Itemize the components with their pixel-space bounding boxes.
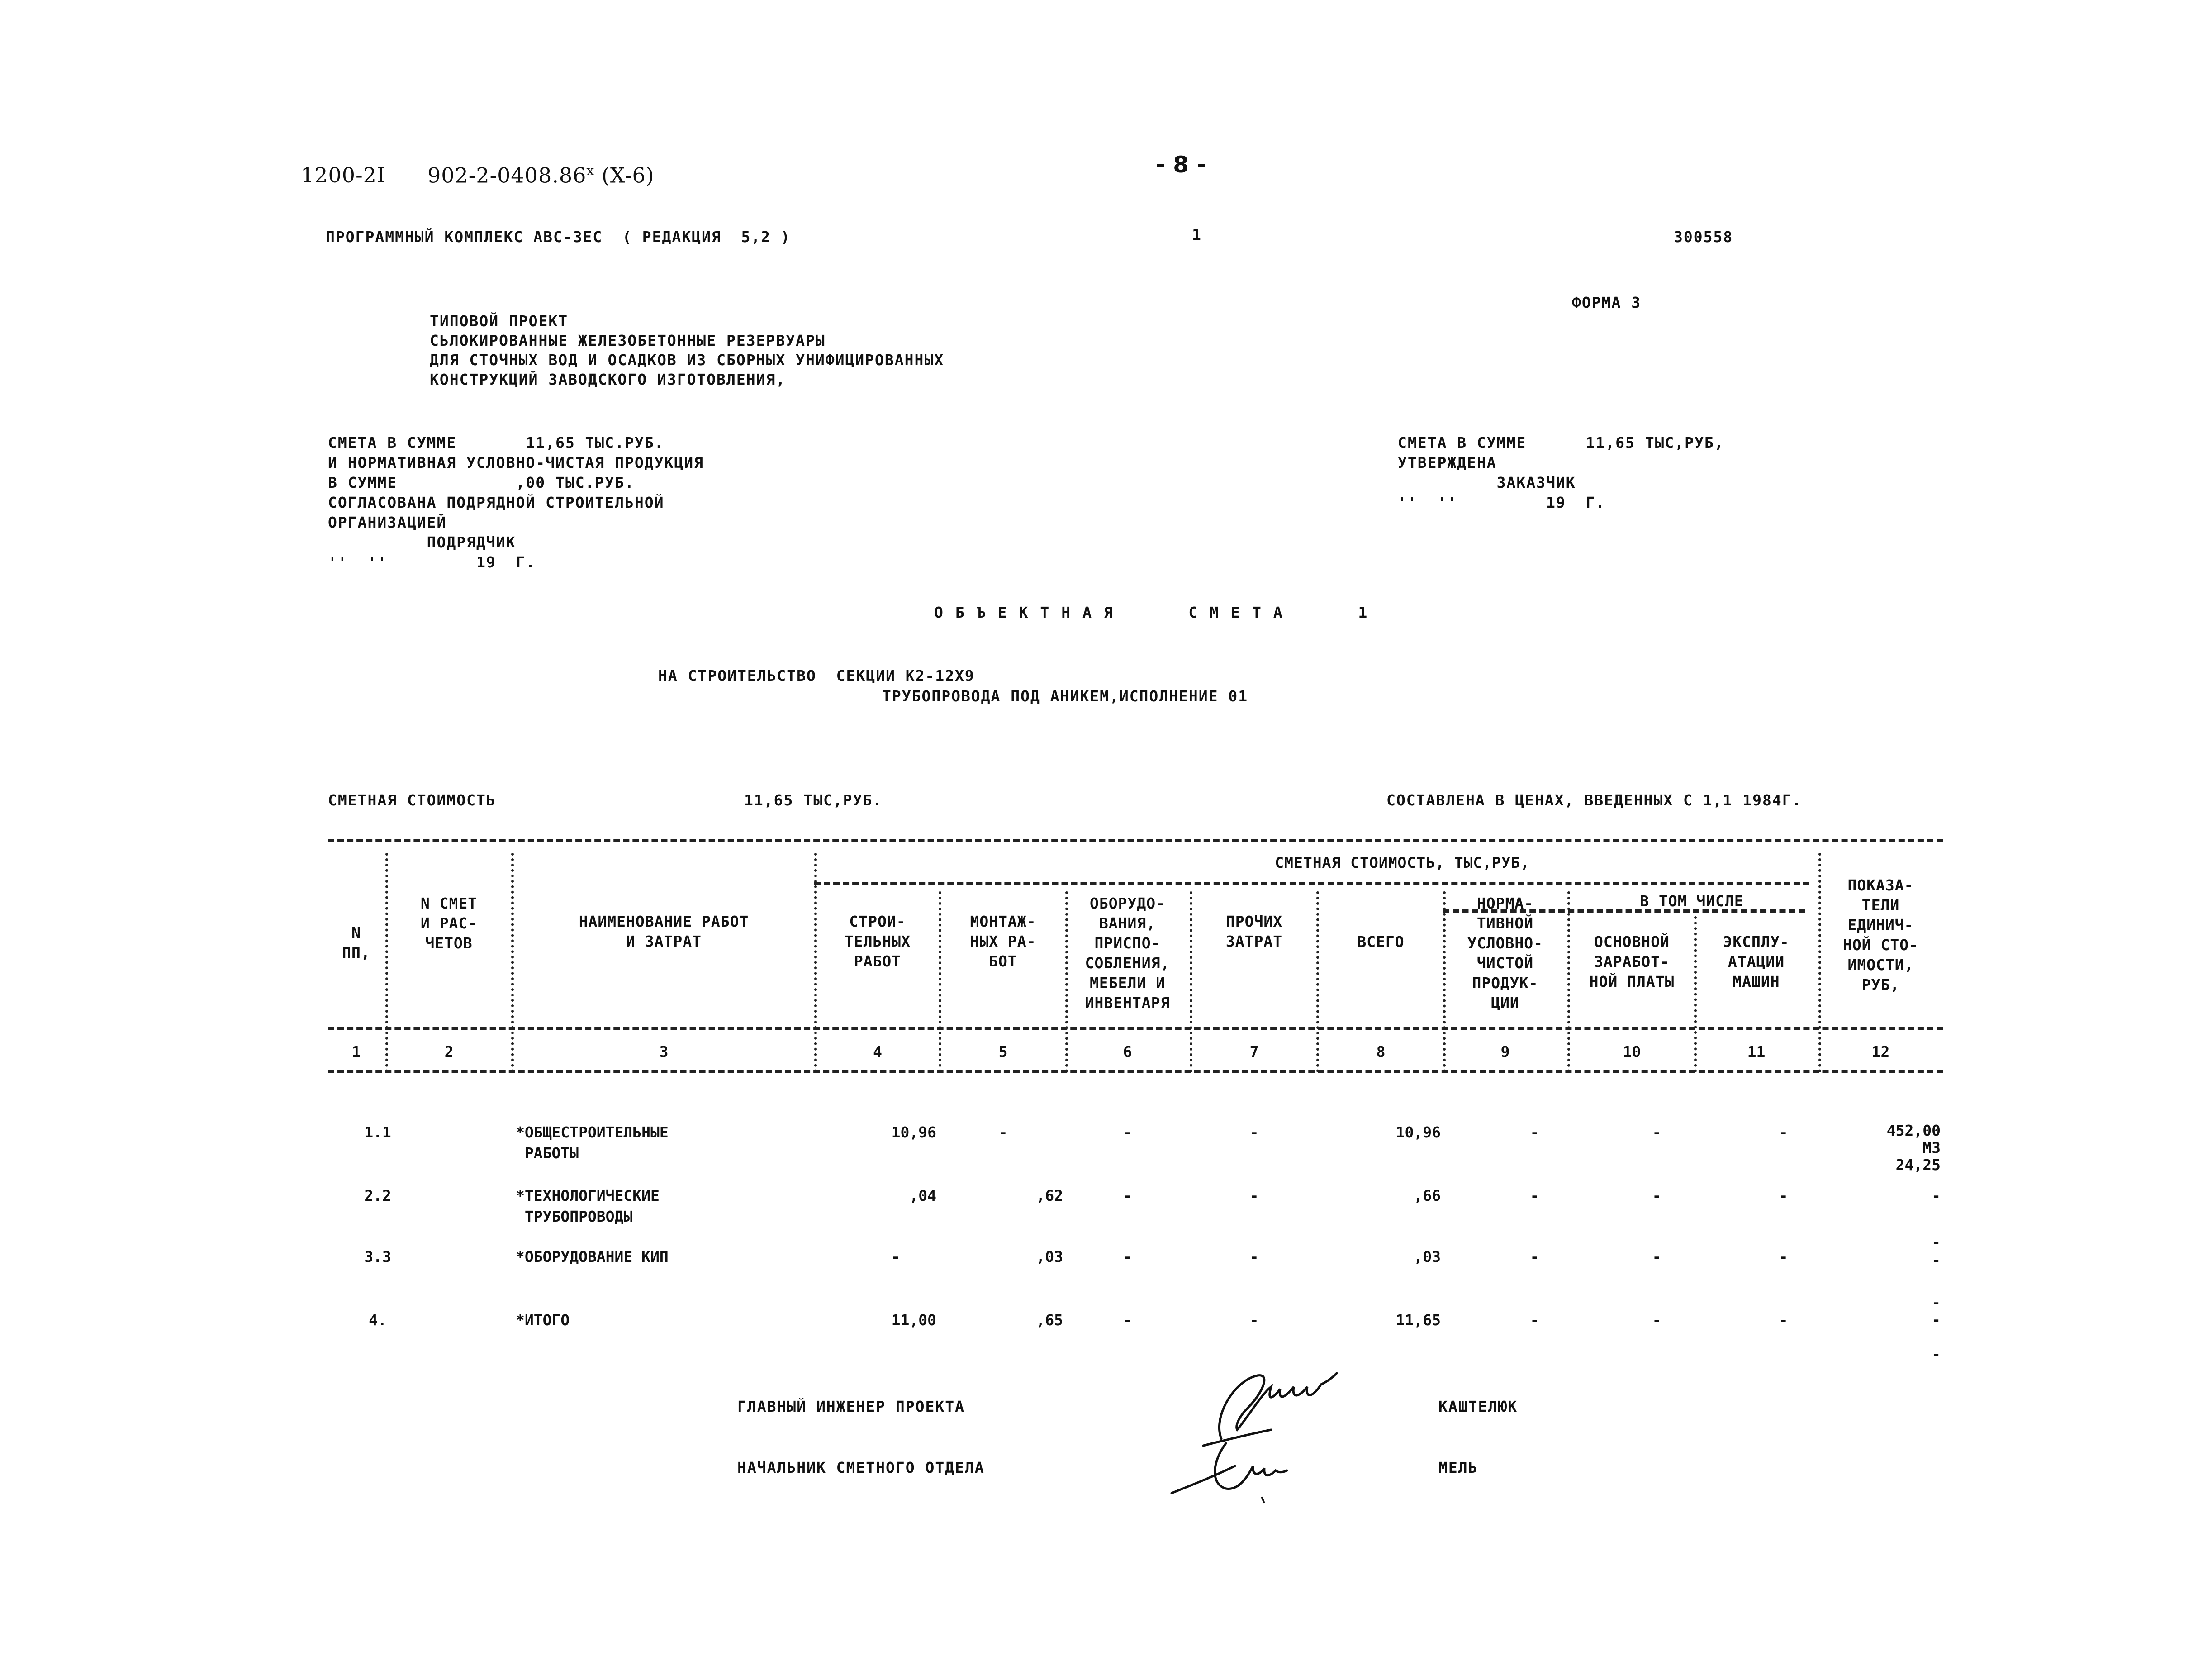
subgroup-header: В ТОМ ЧИСЛЕ xyxy=(1640,892,1744,910)
row-unit: 452,00 М3 24,25 xyxy=(1886,1122,1941,1174)
program-line: ПРОГРАММНЫЙ КОМПЛЕКС АВС-ЗЕС ( РЕДАКЦИЯ 5,2 ) xyxy=(326,228,791,246)
column-divider xyxy=(511,853,514,1072)
row-norm: - xyxy=(1530,1248,1539,1266)
approval-right-line: ЗАКАЗЧИК xyxy=(1398,474,1576,491)
approval-left-line: ОРГАНИЗАЦИЕЙ xyxy=(328,514,447,531)
row-other: - xyxy=(1249,1248,1259,1266)
row-name: *ОБЩЕСТРОИТЕЛЬНЫЕ РАБОТЫ xyxy=(516,1123,669,1162)
column-divider xyxy=(1567,891,1570,1072)
row-build: ,04 xyxy=(909,1187,936,1204)
project-code xyxy=(427,163,655,187)
row-name: *ОБОРУДОВАНИЕ КИП xyxy=(516,1248,669,1266)
row-equip: - xyxy=(1123,1123,1132,1141)
column-number: 3 xyxy=(659,1043,669,1061)
row-build: 10,96 xyxy=(891,1123,936,1141)
table-header-rule xyxy=(328,1027,1943,1030)
row-build: - xyxy=(891,1248,900,1266)
column-number: 1 xyxy=(351,1043,361,1061)
column-header: N СМЕТ И РАС- ЧЕТОВ xyxy=(420,895,478,952)
row-name: *ИТОГО xyxy=(516,1311,570,1329)
column-divider xyxy=(939,891,941,1072)
doc-number: 1200-2I xyxy=(301,163,386,187)
document-id: 300558 xyxy=(1674,228,1733,246)
column-number: 4 xyxy=(873,1043,882,1061)
approval-right-line: '' '' 19 Г. xyxy=(1398,494,1606,511)
project-line: ДЛЯ СТОЧНЫХ ВОД И ОСАДКОВ ИЗ СБОРНЫХ УНИФИЦИРОВАННЫХ xyxy=(430,351,945,369)
column-number: 12 xyxy=(1871,1043,1890,1061)
approval-left-line: И НОРМАТИВНАЯ УСЛОВНО-ЧИСТАЯ ПРОДУКЦИЯ xyxy=(328,454,704,471)
row-mach: - xyxy=(1779,1187,1788,1204)
page-number: - 8 - xyxy=(1156,152,1206,178)
row-number: 4. xyxy=(369,1311,387,1329)
row-mount: - xyxy=(998,1123,1008,1141)
column-header: МОНТАЖ- НЫХ РА- БОТ xyxy=(970,913,1036,970)
project-description xyxy=(430,292,944,389)
column-header: ОБОРУДО- ВАНИЯ, ПРИСПО- СОБЛЕНИЯ, МЕБЕЛИ И ИНВЕНТАРЯ xyxy=(1085,895,1170,1012)
row-norm: - xyxy=(1530,1187,1539,1204)
column-header: ПРОЧИХ ЗАТРАТ xyxy=(1225,913,1283,950)
row-mach: - xyxy=(1779,1311,1788,1329)
column-number: 6 xyxy=(1123,1043,1132,1061)
project-code-suffix: (X-6) xyxy=(601,163,655,188)
approval-left-line: '' '' 19 Г. xyxy=(328,553,536,571)
form-label: ФОРМА 3 xyxy=(1572,294,1642,311)
approval-right xyxy=(1398,413,1724,513)
column-header: ВСЕГО xyxy=(1357,933,1405,951)
column-number: 7 xyxy=(1249,1043,1259,1061)
row-total: ,03 xyxy=(1414,1248,1441,1266)
row-norm: - xyxy=(1530,1311,1539,1329)
row-wage: - xyxy=(1652,1248,1661,1266)
row-mach: - xyxy=(1779,1123,1788,1141)
column-header: ОСНОВНОЙ ЗАРАБОТ- НОЙ ПЛАТЫ xyxy=(1589,933,1675,990)
row-number: 1.1 xyxy=(364,1123,391,1141)
row-equip: - xyxy=(1123,1311,1132,1329)
column-header: N ПП, xyxy=(342,924,370,961)
column-number: 10 xyxy=(1623,1043,1641,1061)
handwritten-signature-2 xyxy=(1167,1434,1303,1511)
row-mount: ,62 xyxy=(1036,1187,1063,1204)
approval-right-line: УТВЕРЖДЕНА xyxy=(1398,454,1497,471)
title-subtitle-2: ТРУБОПРОВОДА ПОД АНИКЕМ,ИСПОЛНЕНИЕ 01 xyxy=(882,687,1248,705)
project-code-sup: x xyxy=(586,163,595,179)
row-wage: - xyxy=(1652,1187,1661,1204)
column-header: НАИМЕНОВАНИЕ РАБОТ И ЗАТРАТ xyxy=(579,913,749,950)
row-mount: ,03 xyxy=(1036,1248,1063,1266)
column-number: 5 xyxy=(998,1043,1008,1061)
column-header: ПОКАЗА- ТЕЛИ ЕДИНИЧ- НОЙ СТО- ИМОСТИ, РУБ, xyxy=(1843,876,1918,994)
title-subtitle-1: НА СТРОИТЕЛЬСТВО СЕКЦИИ К2-12Х9 xyxy=(658,667,975,685)
column-number: 11 xyxy=(1747,1043,1766,1061)
signature-role: НАЧАЛЬНИК СМЕТНОГО ОТДЕЛА xyxy=(737,1459,985,1476)
signature-role: ГЛАВНЫЙ ИНЖЕНЕР ПРОЕКТА xyxy=(737,1398,965,1415)
project-line: КОНСТРУКЦИЙ ЗАВОДСКОГО ИЗГОТОВЛЕНИЯ, xyxy=(430,371,786,388)
row-mach: - xyxy=(1779,1248,1788,1266)
title-number: 1 xyxy=(1358,604,1380,621)
row-build: 11,00 xyxy=(891,1311,936,1329)
approval-left xyxy=(328,413,704,572)
row-wage: - xyxy=(1652,1123,1661,1141)
prices-note: СОСТАВЛЕНА В ЦЕНАХ, ВВЕДЕННЫХ С 1,1 1984Г. xyxy=(1386,791,1802,809)
column-number: 8 xyxy=(1376,1043,1386,1061)
column-divider xyxy=(1190,891,1192,1072)
approval-left-line: СОГЛАСОВАНА ПОДРЯДНОЙ СТРОИТЕЛЬНОЙ xyxy=(328,494,665,511)
column-header: НОРМА- ТИВНОЙ УСЛОВНО- ЧИСТОЙ ПРОДУК- ЦИИ xyxy=(1467,895,1543,1012)
column-divider xyxy=(814,853,817,1072)
row-name: *ТЕХНОЛОГИЧЕСКИЕ ТРУБОПРОВОДЫ xyxy=(516,1187,660,1225)
row-number: 2.2 xyxy=(364,1187,391,1204)
column-divider xyxy=(1316,891,1319,1072)
project-code-text: 902-2-0408.86 xyxy=(427,163,587,188)
row-norm: - xyxy=(1530,1123,1539,1141)
column-header: СТРОИ- ТЕЛЬНЫХ РАБОТ xyxy=(844,913,911,970)
row-unit: - xyxy=(1932,1187,1941,1204)
approval-left-line: СМЕТА В СУММЕ 11,65 ТЫС.РУБ. xyxy=(328,434,665,452)
row-unit: - - xyxy=(1932,1233,1941,1269)
row-other: - xyxy=(1249,1187,1259,1204)
row-other: - xyxy=(1249,1123,1259,1141)
title-word-2: СМЕТА xyxy=(1188,604,1295,621)
column-number: 2 xyxy=(444,1043,454,1061)
row-other: - xyxy=(1249,1311,1259,1329)
row-total: 11,65 xyxy=(1396,1311,1441,1329)
cost-value: 11,65 ТЫС,РУБ. xyxy=(744,791,883,809)
column-divider xyxy=(385,853,388,1072)
column-number: 9 xyxy=(1500,1043,1510,1061)
column-header: ЭКСПЛУ- АТАЦИИ МАШИН xyxy=(1723,933,1790,990)
approval-left-line: ПОДРЯДЧИК xyxy=(328,533,516,551)
document-title xyxy=(934,602,1379,623)
row-wage: - xyxy=(1652,1311,1661,1329)
signature-name: МЕЛЬ xyxy=(1438,1459,1478,1476)
row-total: ,66 xyxy=(1414,1187,1441,1204)
sheet-number: 1 xyxy=(1192,226,1202,243)
row-number: 3.3 xyxy=(364,1248,391,1266)
signature-name: КАШТЕЛЮК xyxy=(1438,1398,1518,1415)
row-unit: - - - xyxy=(1932,1294,1941,1363)
cost-label: СМЕТНАЯ СТОИМОСТЬ xyxy=(328,791,496,809)
project-line: СЬЛОКИРОВАННЫЕ ЖЕЛЕЗОБЕТОННЫЕ РЕЗЕРВУАРЫ xyxy=(430,332,826,349)
group-header: СМЕТНАЯ СТОИМОСТЬ, ТЫС,РУБ, xyxy=(1275,854,1530,871)
title-word-1: ОБЪЕКТНАЯ xyxy=(934,604,1125,621)
approval-left-line: В СУММЕ ,00 ТЫС.РУБ. xyxy=(328,474,635,491)
project-line: ТИПОВОЙ ПРОЕКТ xyxy=(430,312,569,330)
row-equip: - xyxy=(1123,1187,1132,1204)
row-equip: - xyxy=(1123,1248,1132,1266)
table-numbers-rule xyxy=(328,1070,1943,1073)
row-mount: ,65 xyxy=(1036,1311,1063,1329)
group-header-rule xyxy=(814,882,1809,885)
approval-right-line: СМЕТА В СУММЕ 11,65 ТЫС,РУБ, xyxy=(1398,434,1724,452)
row-total: 10,96 xyxy=(1396,1123,1441,1141)
table-top-rule xyxy=(328,839,1943,842)
